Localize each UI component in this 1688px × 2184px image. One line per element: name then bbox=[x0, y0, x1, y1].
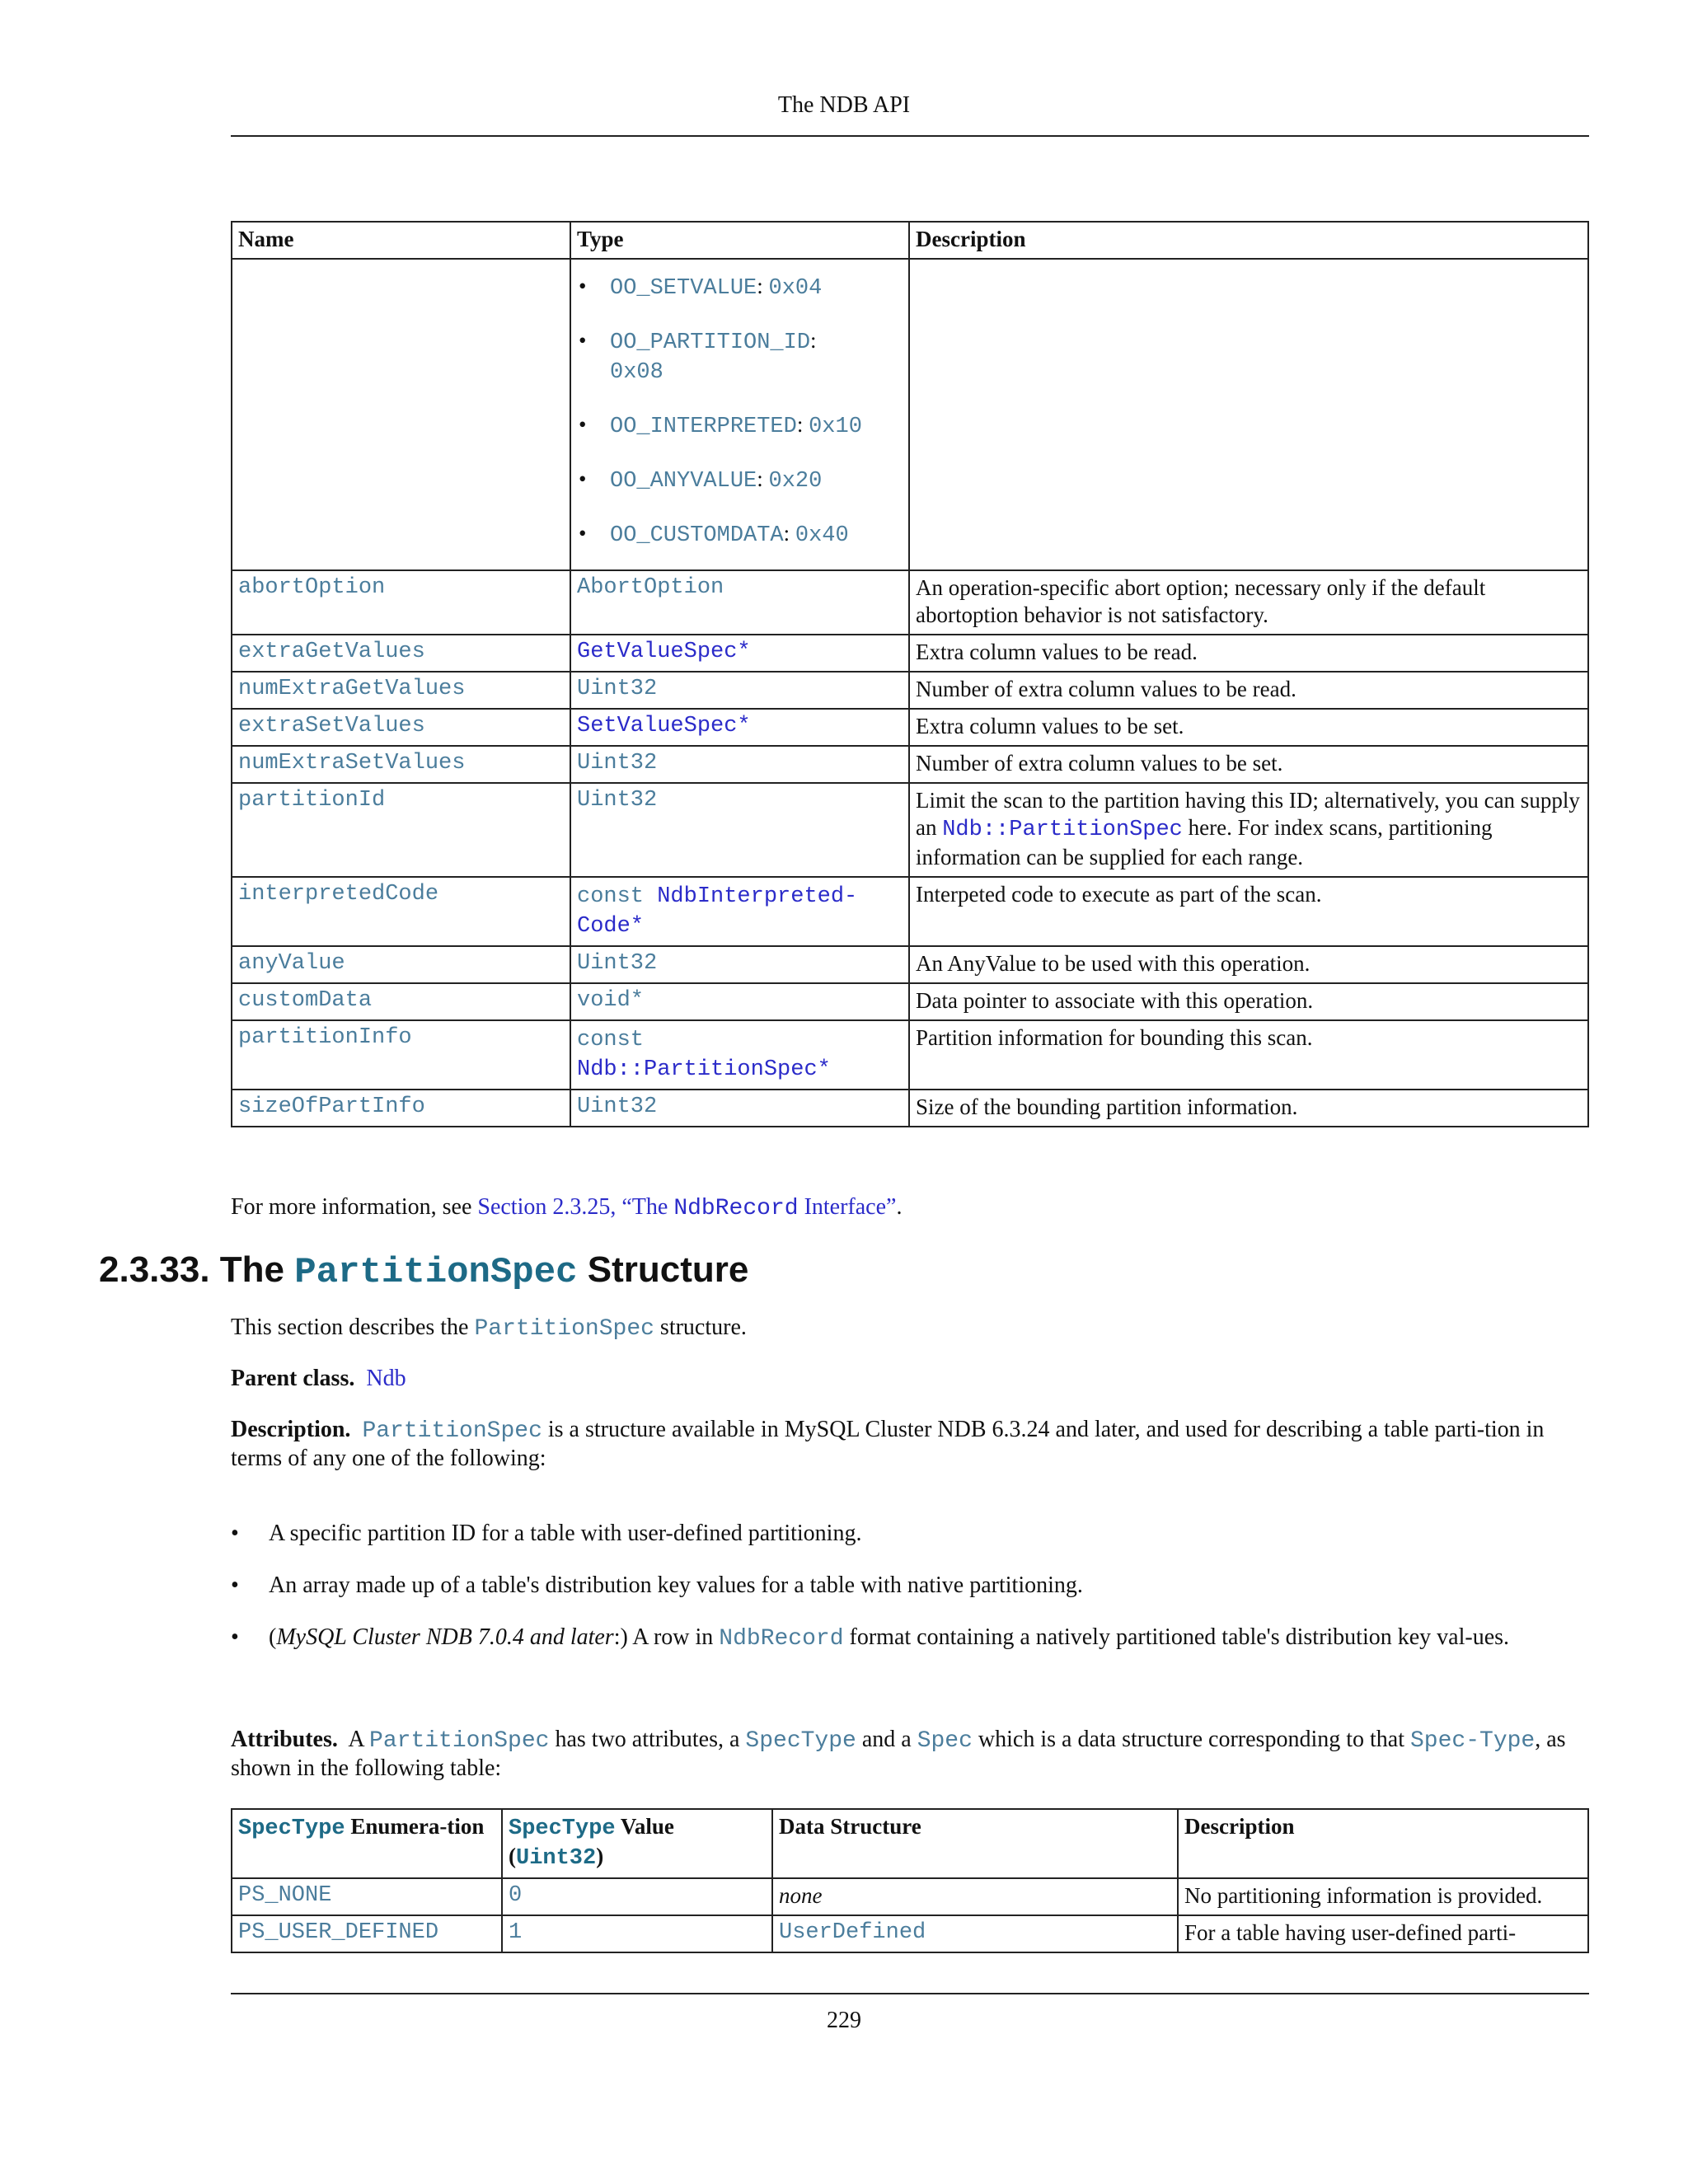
table-row: numExtraGetValues Uint32 Number of extra column values to be read. bbox=[232, 672, 1588, 709]
header-rule bbox=[231, 135, 1589, 137]
list-item: • OO_PARTITION_ID: 0x08 bbox=[577, 327, 903, 387]
table-row: partitionId Uint32 Limit the scan to the partition having this ID; alternatively, you can supply an Ndb::PartitionSpec here. For index scans, partitioning information can be supplied for each range. bbox=[232, 783, 1588, 877]
column-header-type: Type bbox=[570, 222, 909, 259]
option-flag-list bbox=[577, 263, 903, 565]
list-item: • OO_ANYVALUE: 0x20 bbox=[577, 466, 903, 495]
footer-rule bbox=[231, 1993, 1589, 1994]
column-header-description: Description bbox=[1178, 1809, 1588, 1878]
table-header-row bbox=[232, 222, 1588, 259]
type-link[interactable]: NdbInterpreted-Code* bbox=[577, 884, 858, 939]
scan-options-table bbox=[231, 221, 1589, 1127]
running-header: The NDB API bbox=[777, 92, 911, 118]
list-item: • OO_CUSTOMDATA: 0x40 bbox=[577, 520, 903, 550]
list-item: • (MySQL Cluster NDB 7.0.4 and later:) A row in NdbRecord format containing a natively partitioned table's distribution key val-ues. bbox=[231, 1624, 1589, 1652]
list-item: • A specific partition ID for a table with user-defined partitioning. bbox=[231, 1520, 1589, 1547]
type-link[interactable]: GetValueSpec* bbox=[570, 635, 909, 672]
table-header-row bbox=[232, 1809, 1588, 1878]
column-header-enumeration: SpecType Enumera-tion bbox=[232, 1809, 502, 1878]
table-row: numExtraSetValues Uint32 Number of extra column values to be set. bbox=[232, 746, 1588, 783]
column-header-value: SpecType Value (Uint32) bbox=[502, 1809, 772, 1878]
table-row: PS_USER_DEFINED 1 UserDefined For a table having user-defined parti- bbox=[232, 1915, 1588, 1952]
table-row: extraGetValues GetValueSpec* Extra column values to be read. bbox=[232, 635, 1588, 672]
parent-class-paragraph: Parent class. Ndb bbox=[231, 1366, 406, 1391]
table-row: partitionInfo const Ndb::PartitionSpec* Partition information for bounding this scan. bbox=[232, 1020, 1588, 1090]
section-link[interactable]: Section 2.3.25, “The NdbRecord Interface” bbox=[477, 1194, 897, 1221]
page-number: 229 bbox=[827, 2008, 861, 2033]
list-item: • OO_SETVALUE: 0x04 bbox=[577, 273, 903, 302]
intro-paragraph: This section describes the PartitionSpec structure. bbox=[231, 1315, 747, 1342]
more-info-paragraph: For more information, see Section 2.3.25, “The NdbRecord Interface”. bbox=[231, 1194, 903, 1221]
section-heading: 2.3.33. The PartitionSpec Structure bbox=[99, 1249, 749, 1293]
table-row: extraSetValues SetValueSpec* Extra column values to be set. bbox=[232, 709, 1588, 746]
ndb-link[interactable]: Ndb bbox=[366, 1366, 406, 1391]
type-link[interactable]: SetValueSpec* bbox=[570, 709, 909, 746]
description-paragraph: Description. PartitionSpec is a structure available in MySQL Cluster NDB 6.3.24 and later, and used for describing a table parti-tion in terms of any one of the following: bbox=[231, 1417, 1545, 1471]
list-item: • An array made up of a table's distribution key values for a table with native partitioning. bbox=[231, 1572, 1589, 1599]
table-row: abortOption AbortOption An operation-specific abort option; necessary only if the default abortoption behavior is not satisfactory. bbox=[232, 570, 1588, 635]
partition-form-list bbox=[231, 1520, 1589, 1677]
table-row: sizeOfPartInfo Uint32 Size of the bounding partition information. bbox=[232, 1090, 1588, 1127]
partitionspec-link[interactable]: Ndb::PartitionSpec bbox=[942, 818, 1183, 842]
column-header-description: Description bbox=[909, 222, 1588, 259]
column-header-name: Name bbox=[232, 222, 570, 259]
column-header-data-structure: Data Structure bbox=[772, 1809, 1178, 1878]
attributes-paragraph: Attributes. A PartitionSpec has two attributes, a SpecType and a Spec which is a data structure corresponding to that Spec-Type, as shown in the following table: bbox=[231, 1727, 1566, 1781]
table-row: customData void* Data pointer to associate with this operation. bbox=[232, 983, 1588, 1020]
table-row: interpretedCode const NdbInterpreted-Code* Interpeted code to execute as part of the scan. bbox=[232, 877, 1588, 946]
table-row: anyValue Uint32 An AnyValue to be used with this operation. bbox=[232, 946, 1588, 983]
spectype-table bbox=[231, 1808, 1589, 1953]
table-row-flags bbox=[232, 259, 1588, 570]
type-link[interactable]: Ndb::PartitionSpec* bbox=[577, 1057, 831, 1082]
table-row: PS_NONE 0 none No partitioning information is provided. bbox=[232, 1878, 1588, 1915]
list-item: • OO_INTERPRETED: 0x10 bbox=[577, 411, 903, 441]
